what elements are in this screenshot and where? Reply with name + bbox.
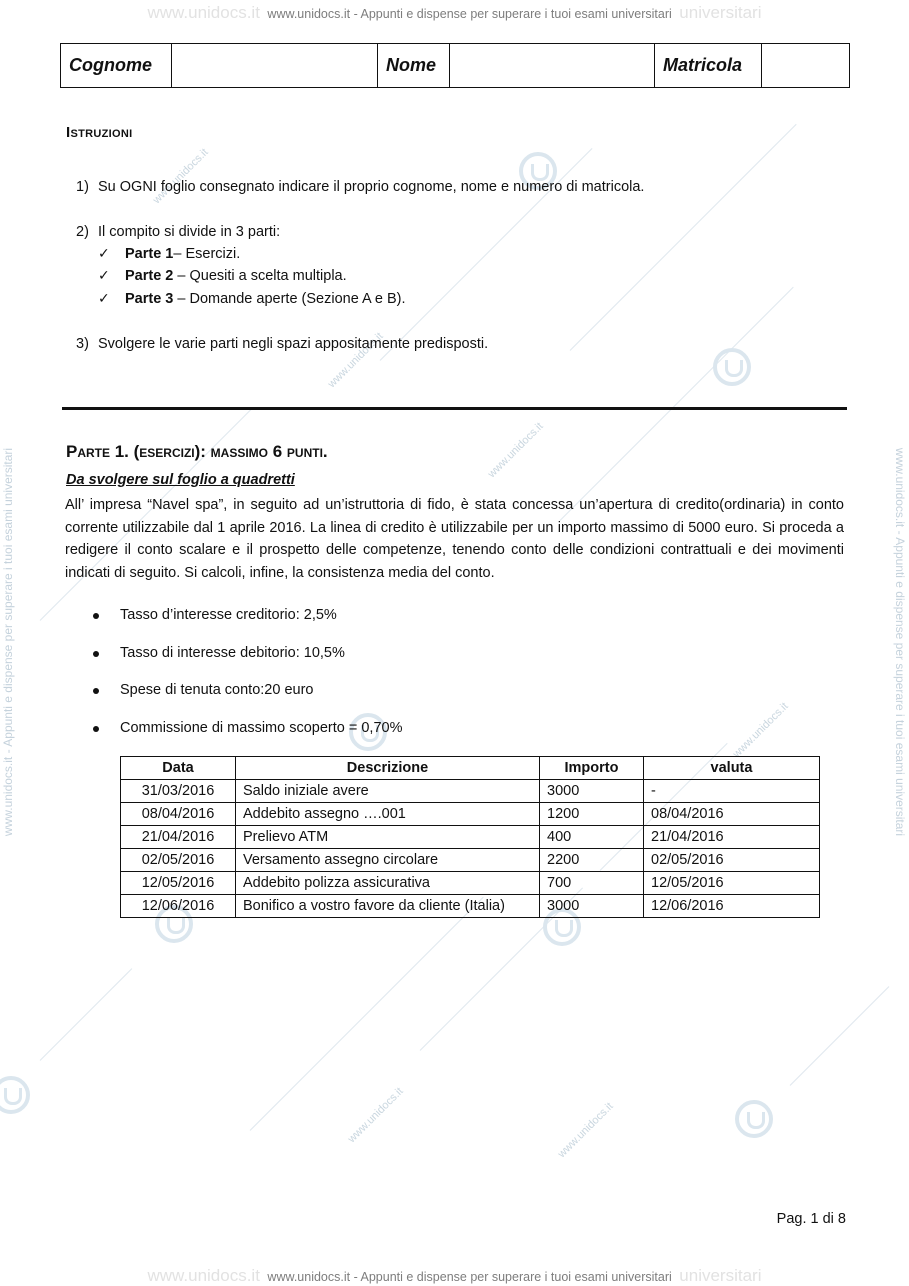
- matricola-field[interactable]: [762, 44, 850, 88]
- cell-descrizione: Versamento assegno circolare: [236, 849, 540, 872]
- cell-data: 12/05/2016: [121, 872, 236, 895]
- cell-data: 12/06/2016: [121, 895, 236, 918]
- item-number: 3): [76, 336, 89, 352]
- cell-importo: 3000: [540, 895, 644, 918]
- nome-field[interactable]: [450, 44, 655, 88]
- table-row: [121, 895, 820, 918]
- cell-valuta: 08/04/2016: [644, 803, 820, 826]
- page-number: Pag. 1 di 8: [776, 1211, 846, 1227]
- banner-ghost-right: universitari: [679, 3, 762, 22]
- cell-data: 31/03/2016: [121, 780, 236, 803]
- matricola-label: Matricola: [655, 44, 762, 88]
- cell-importo: 3000: [540, 780, 644, 803]
- watermark-text: www.unidocs.it: [150, 146, 211, 207]
- cell-descrizione: Saldo iniziale avere: [236, 780, 540, 803]
- table-row: [121, 826, 820, 849]
- condition-item: Tasso d’interesse creditorio: 2,5%: [120, 607, 337, 623]
- column-header: valuta: [644, 757, 820, 780]
- unidocs-logo-icon: [0, 1076, 30, 1114]
- cell-valuta: 02/05/2016: [644, 849, 820, 872]
- cell-data: 02/05/2016: [121, 849, 236, 872]
- exercise-paragraph: All’ impresa “Navel spa”, in seguito ad un’istruttoria di fido, è stata concessa un’apertura di credito(ordinaria) in conto corrente utilizzabile dal 1 aprile 2016. La linea di credito è utilizzabile per un importo massimo di 5000 euro. Si proceda a redigere il conto scalare e il prospetto delle competenze, tenendo conto delle condizioni contrattuali e dei movimenti indicati di seguito. Si calcoli, infine, la consistenza media del conto.: [65, 497, 844, 581]
- part-label: Parte 1: [125, 246, 174, 262]
- cell-valuta: 12/06/2016: [644, 895, 820, 918]
- column-header: Data: [121, 757, 236, 780]
- cell-descrizione: Addebito polizza assicurativa: [236, 872, 540, 895]
- part-desc: – Domande aperte (Sezione A e B).: [173, 291, 406, 307]
- part-item: [125, 291, 406, 307]
- cell-data: 21/04/2016: [121, 826, 236, 849]
- unidocs-logo-icon: [735, 1100, 773, 1138]
- cell-valuta: 21/04/2016: [644, 826, 820, 849]
- checkmark-icon: ✓: [98, 290, 110, 306]
- cell-importo: 1200: [540, 803, 644, 826]
- cell-valuta: -: [644, 780, 820, 803]
- item-text: Il compito si divide in 3 parti:: [98, 224, 281, 240]
- bullet-icon: [93, 688, 99, 694]
- table-header-row: [121, 757, 820, 780]
- student-info-table: [60, 43, 850, 88]
- nome-label: Nome: [378, 44, 450, 88]
- footer-banner: [0, 1266, 909, 1286]
- column-header: Importo: [540, 757, 644, 780]
- cell-valuta: 12/05/2016: [644, 872, 820, 895]
- banner-ghost-left: www.unidocs.it: [147, 1266, 260, 1285]
- condition-item: Commissione di massimo scoperto = 0,70%: [120, 720, 403, 736]
- part-label: Parte 2: [125, 268, 174, 284]
- item-text: Svolgere le varie parti negli spazi appositamente predisposti.: [98, 336, 489, 352]
- cell-data: 08/04/2016: [121, 803, 236, 826]
- table-row: [121, 849, 820, 872]
- bullet-icon: [93, 726, 99, 732]
- table-row: [121, 872, 820, 895]
- bullet-icon: [93, 613, 99, 619]
- checkmark-icon: ✓: [98, 267, 110, 283]
- part-desc: – Quesiti a scelta multipla.: [173, 268, 347, 284]
- unidocs-logo-icon: [713, 348, 751, 386]
- watermark-text: www.unidocs.it: [325, 330, 386, 391]
- cognome-label: Cognome: [61, 44, 172, 88]
- checkmark-icon: ✓: [98, 245, 110, 261]
- cognome-field[interactable]: [172, 44, 378, 88]
- cell-descrizione: Bonifico a vostro favore da cliente (Italia): [236, 895, 540, 918]
- part-label: Parte 3: [125, 291, 174, 307]
- side-watermark-left: www.unidocs.it - Appunti e dispense per superare i tuoi esami universitari: [1, 447, 16, 837]
- watermark-text: www.unidocs.it: [485, 420, 546, 481]
- side-watermark-right: www.unidocs.it - Appunti e dispense per superare i tuoi esami universitari: [893, 447, 908, 837]
- condition-item: Spese di tenuta conto:20 euro: [120, 682, 314, 698]
- istruzioni-heading: Istruzioni: [66, 124, 133, 141]
- banner-text: www.unidocs.it - Appunti e dispense per superare i tuoi esami universitari: [267, 1270, 672, 1284]
- header-banner: [0, 3, 909, 23]
- parte1-heading: Parte 1. (esercizi): massimo 6 punti.: [66, 442, 328, 461]
- item-text: Su OGNI foglio consegnato indicare il proprio cognome, nome e numero di matricola.: [98, 179, 645, 195]
- section-divider: [62, 407, 847, 410]
- watermark-text: www.unidocs.it: [730, 700, 791, 761]
- item-number: 2): [76, 224, 89, 240]
- movements-table: [120, 756, 820, 918]
- banner-ghost-right: universitari: [679, 1266, 762, 1285]
- item-number: 1): [76, 179, 89, 195]
- part-item: [125, 268, 347, 284]
- banner-ghost-left: www.unidocs.it: [147, 3, 260, 22]
- cell-importo: 2200: [540, 849, 644, 872]
- watermark-text: www.unidocs.it: [555, 1100, 616, 1161]
- cell-importo: 700: [540, 872, 644, 895]
- part-item: [125, 246, 240, 262]
- parte1-subheading: Da svolgere sul foglio a quadretti: [66, 472, 295, 488]
- table-row: [121, 803, 820, 826]
- cell-descrizione: Addebito assegno ….001: [236, 803, 540, 826]
- column-header: Descrizione: [236, 757, 540, 780]
- part-desc: – Esercizi.: [173, 246, 241, 262]
- banner-text: www.unidocs.it - Appunti e dispense per superare i tuoi esami universitari: [267, 7, 672, 21]
- condition-item: Tasso di interesse debitorio: 10,5%: [120, 645, 345, 661]
- bullet-icon: [93, 651, 99, 657]
- table-row: [121, 780, 820, 803]
- cell-descrizione: Prelievo ATM: [236, 826, 540, 849]
- cell-importo: 400: [540, 826, 644, 849]
- watermark-text: www.unidocs.it: [345, 1085, 406, 1146]
